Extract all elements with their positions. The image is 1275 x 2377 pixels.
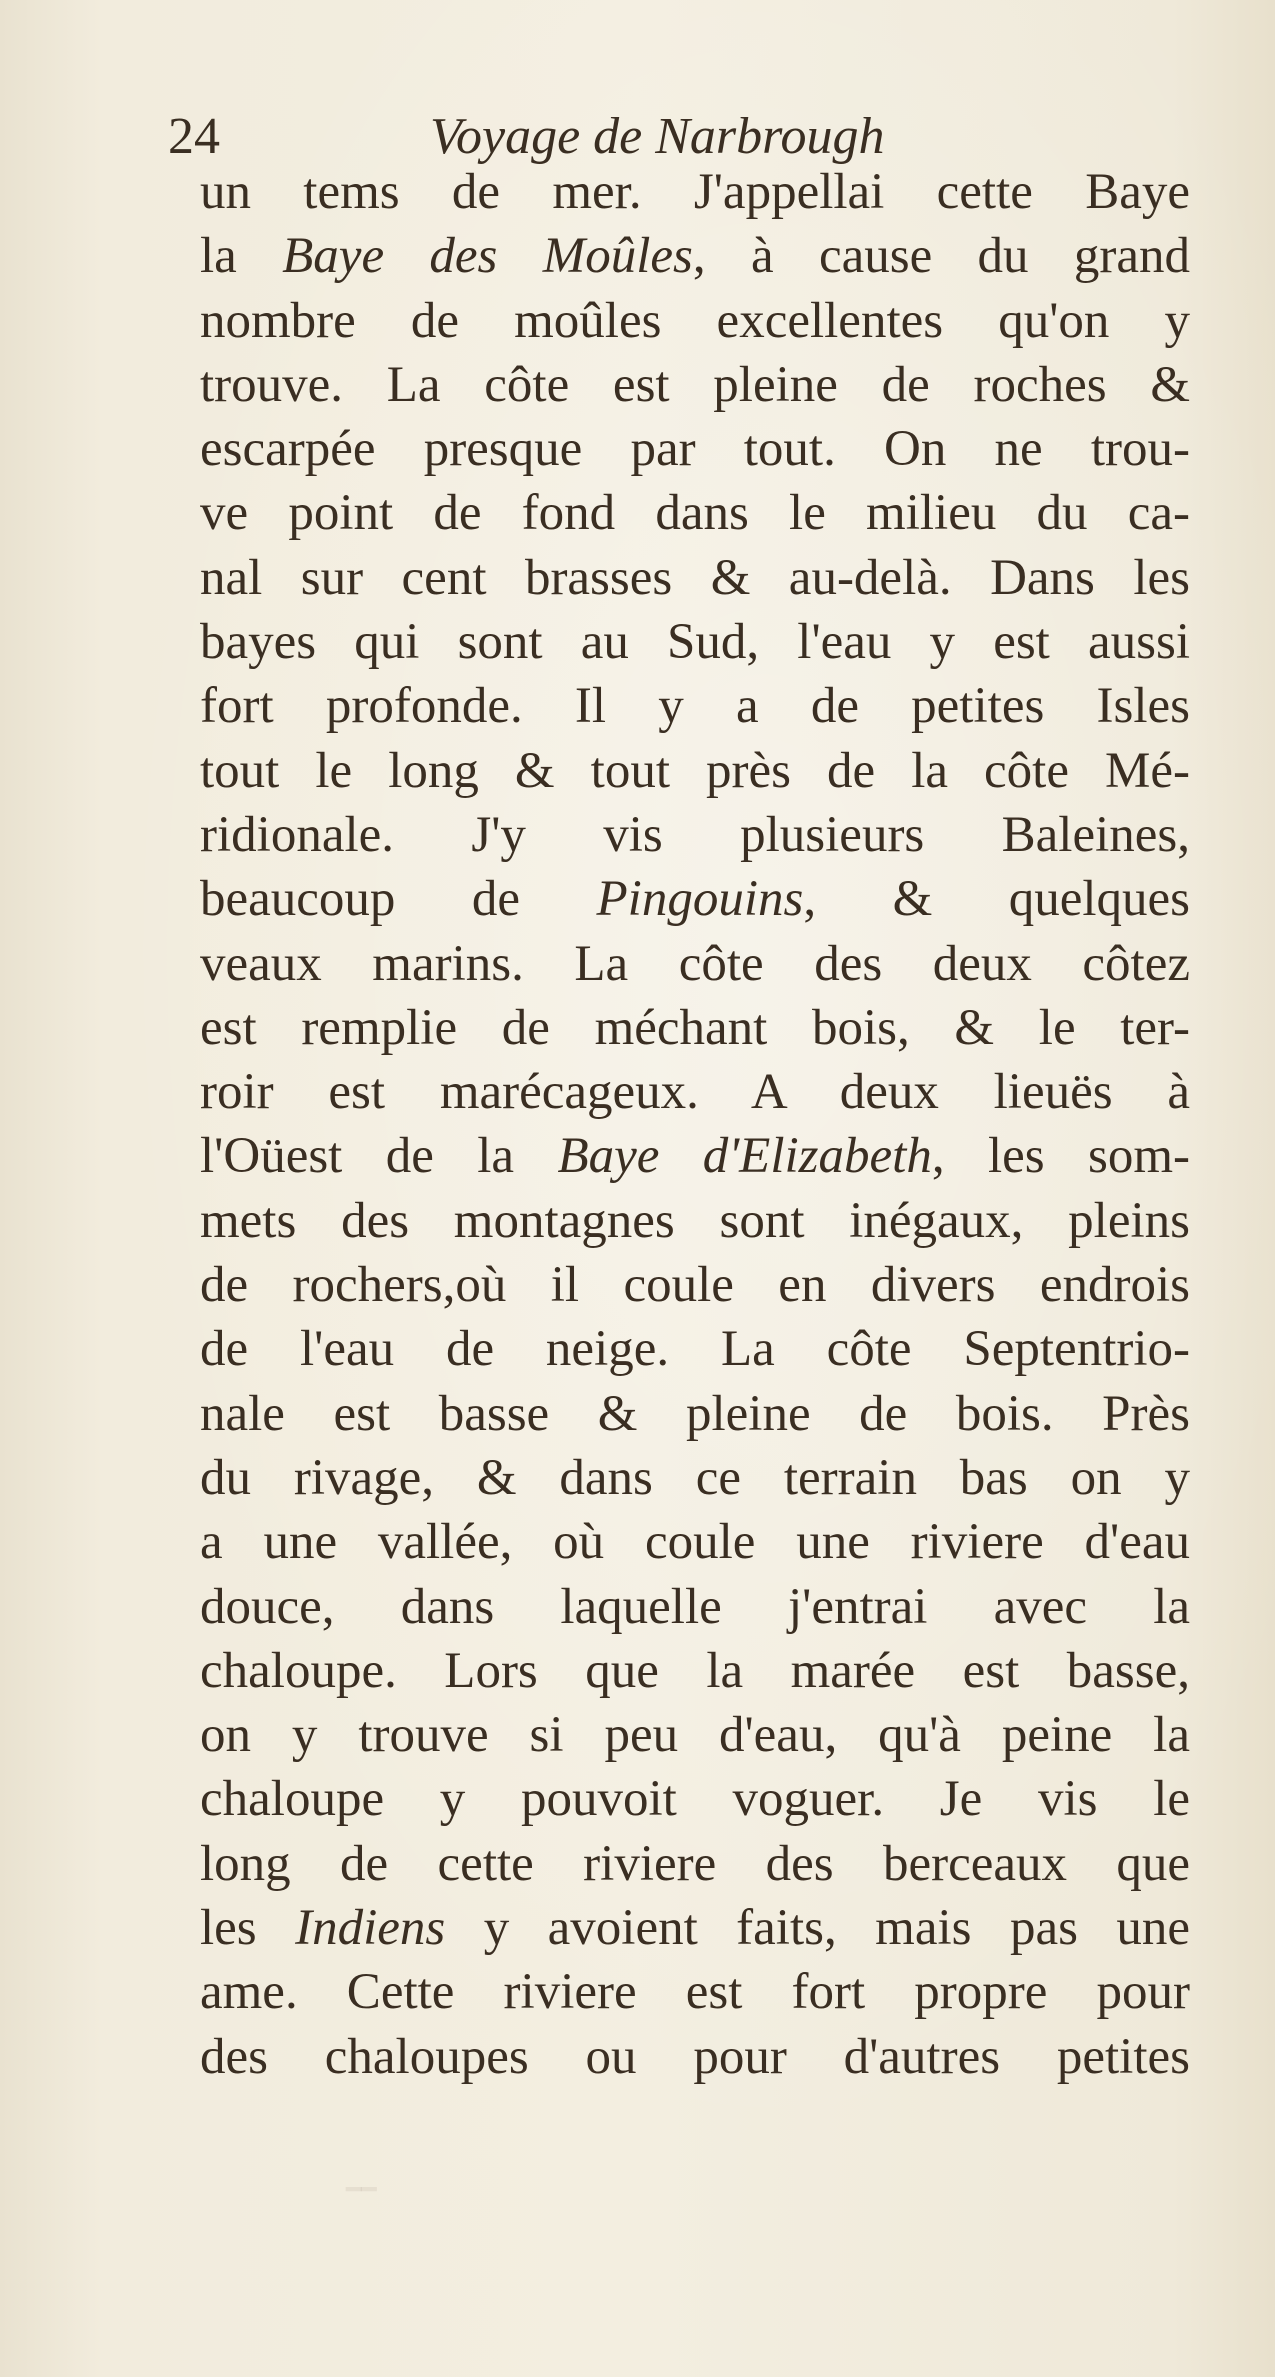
bleed-through-mark: ╶╴ (330, 2162, 393, 2219)
text-line: nale est basse & pleine de bois. Près (200, 1385, 1190, 1442)
text-line: tout le long & tout près de la côte Mé- (200, 742, 1190, 799)
text-line: du rivage, & dans ce terrain bas on y (200, 1449, 1190, 1506)
text-line: ridionale. J'y vis plusieurs Baleines, (200, 806, 1190, 863)
text-line: de rochers,où il coule en divers endrois (200, 1257, 1190, 1314)
text-line: douce, dans laquelle j'entrai avec la (200, 1578, 1190, 1635)
text-line: les Indiens y avoient faits, mais pas une (200, 1900, 1191, 1957)
text-line: beaucoup de Pingouins, & quelques (200, 871, 1190, 928)
text-line: on y trouve si peu d'eau, qu'à peine la (200, 1707, 1190, 1764)
text-line: nal sur cent brasses & au-delà. Dans les (200, 549, 1190, 606)
text-line: trouve. La côte est pleine de roches & (200, 356, 1190, 413)
text-line: mets des montagnes sont inégaux, pleins (200, 1192, 1190, 1249)
page-number: 24 (168, 108, 220, 165)
text-line: bayes qui sont au Sud, l'eau y est aussi (200, 614, 1190, 671)
text-line: la Baye des Moûles, à cause du grand (200, 228, 1191, 285)
text-line: ve point de fond dans le milieu du ca- (200, 485, 1190, 542)
running-title: Voyage de Narbrough (430, 108, 885, 165)
text-line: chaloupe. Lors que la marée est basse, (200, 1642, 1190, 1699)
text-line: de l'eau de neige. La côte Septentrio- (200, 1321, 1190, 1378)
text-line: est remplie de méchant bois, & le ter- (200, 999, 1190, 1056)
text-line: veaux marins. La côte des deux côtez (200, 935, 1190, 992)
body-text (200, 160, 1190, 2089)
text-line: escarpée presque par tout. On ne trou- (200, 421, 1190, 478)
text-line: fort profonde. Il y a de petites Isles (200, 678, 1190, 735)
text-line: l'Oüest de la Baye d'Elizabeth, les som- (200, 1128, 1191, 1185)
text-line: a une vallée, où coule une riviere d'eau (200, 1514, 1190, 1571)
text-line: ame. Cette riviere est fort propre pour (200, 1964, 1190, 2021)
text-line: des chaloupes ou pour d'autres petites (200, 2028, 1190, 2085)
text-line: chaloupe y pouvoit voguer. Je vis le (200, 1771, 1190, 1828)
text-line: roir est marécageux. A deux lieuës à (200, 1064, 1190, 1121)
text-line: long de cette riviere des berceaux que (200, 1835, 1190, 1892)
text-line: nombre de moûles excellentes qu'on y (200, 292, 1190, 349)
text-line: un tems de mer. J'appellai cette Baye (200, 164, 1190, 220)
